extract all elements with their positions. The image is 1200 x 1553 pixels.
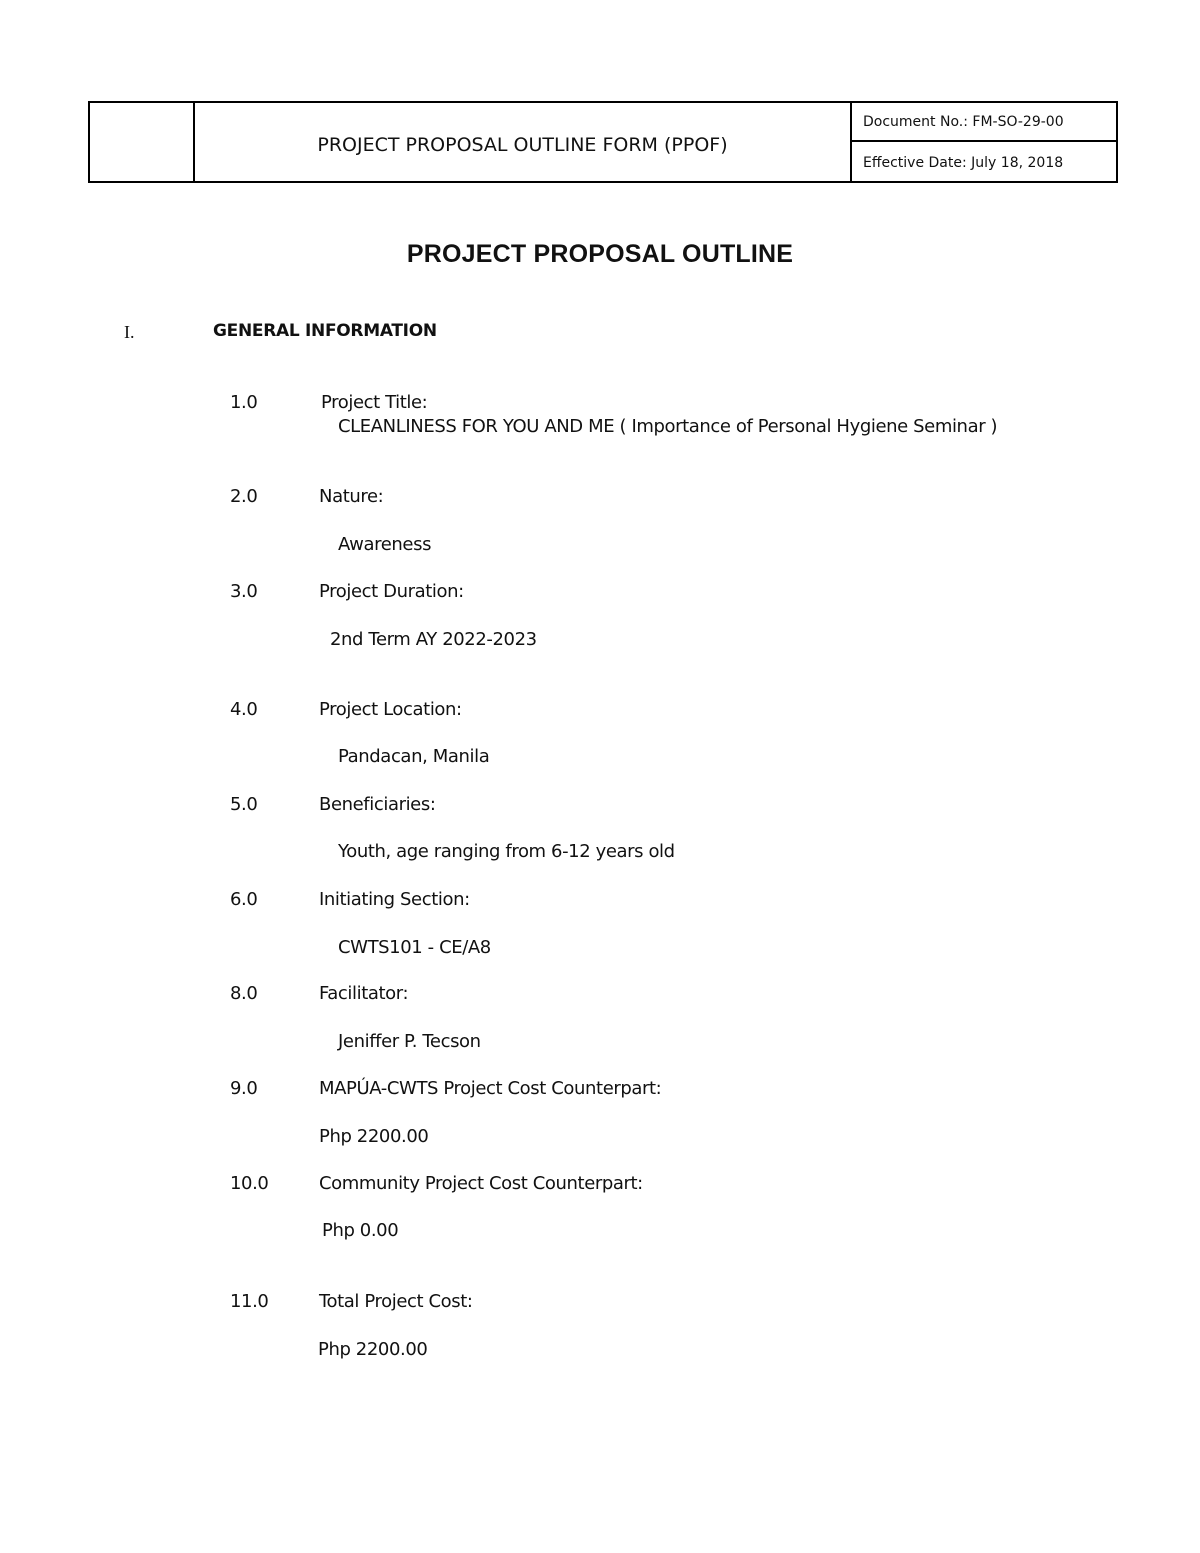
item-value: Youth, age ranging from 6-12 years old	[338, 841, 675, 862]
item-value: CWTS101 - CE/A8	[338, 937, 491, 958]
item-label: Project Location:	[319, 699, 462, 720]
item-value: Php 2200.00	[319, 1126, 429, 1147]
item-number: 6.0	[230, 889, 258, 910]
item-label: Facilitator:	[319, 983, 409, 1004]
document-meta	[852, 103, 1116, 181]
logo-cell	[90, 103, 195, 181]
item-label: MAPÚA-CWTS Project Cost Counterpart:	[319, 1078, 662, 1099]
item-value: Pandacan, Manila	[338, 746, 490, 767]
item-number: 8.0	[230, 983, 258, 1004]
item-value: CLEANLINESS FOR YOU AND ME ( Importance of Personal Hygiene Seminar )	[338, 416, 998, 437]
item-label: Initiating Section:	[319, 889, 470, 910]
item-value: Php 2200.00	[318, 1339, 428, 1360]
item-number: 3.0	[230, 581, 258, 602]
item-label: Community Project Cost Counterpart:	[319, 1173, 643, 1194]
item-number: 10.0	[230, 1173, 269, 1194]
item-label: Beneficiaries:	[319, 794, 436, 815]
item-label: Project Title:	[321, 392, 428, 413]
item-value: Php 0.00	[322, 1220, 399, 1241]
item-number: 2.0	[230, 486, 258, 507]
item-label: Total Project Cost:	[319, 1291, 473, 1312]
item-number: 4.0	[230, 699, 258, 720]
item-value: 2nd Term AY 2022-2023	[330, 629, 537, 650]
item-label: Nature:	[319, 486, 384, 507]
section-title: GENERAL INFORMATION	[213, 321, 437, 341]
item-label: Project Duration:	[319, 581, 464, 602]
item-number: 11.0	[230, 1291, 269, 1312]
page-title: PROJECT PROPOSAL OUTLINE	[406, 240, 794, 268]
item-number: 5.0	[230, 794, 258, 815]
effective-date: Effective Date: July 18, 2018	[863, 154, 1064, 171]
item-value: Awareness	[338, 534, 432, 555]
form-title: PROJECT PROPOSAL OUTLINE FORM (PPOF)	[195, 103, 852, 181]
document-header	[88, 101, 1118, 183]
section-number: I.	[124, 322, 135, 342]
item-value: Jeniffer P. Tecson	[338, 1031, 481, 1052]
document-number: Document No.: FM-SO-29-00	[852, 103, 1116, 142]
item-number: 1.0	[230, 392, 258, 413]
item-number: 9.0	[230, 1078, 258, 1099]
